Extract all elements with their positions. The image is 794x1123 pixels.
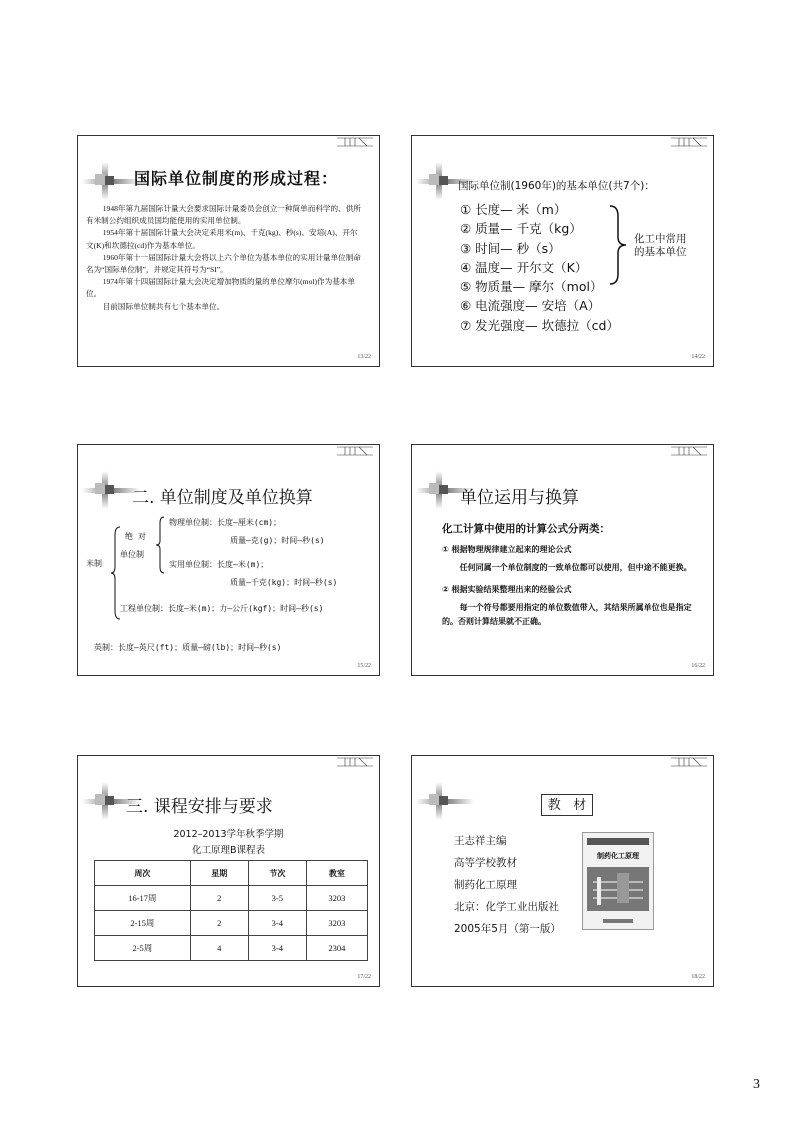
slide-13 xyxy=(77,135,380,367)
paragraph: 目前国际单位制共有七个基本单位。 xyxy=(102,301,225,311)
table-cell: 2 xyxy=(190,886,248,911)
slide-page-number: 17/22 xyxy=(357,974,371,980)
slide-body xyxy=(442,543,702,629)
corner-decoration-icon xyxy=(671,446,707,456)
cross-decoration-icon xyxy=(416,782,474,820)
paragraph: 1960年第十一届国际计量大会将以上六个单位为基本单位的实用计量单位制命名为“国际单位制”，并规定其符号为“SI”。 xyxy=(86,252,361,275)
corner-decoration-icon xyxy=(337,757,373,767)
slide-page-number: 18/22 xyxy=(691,974,705,980)
book-cover-title: 制药化工原理 xyxy=(597,852,639,860)
list-item: 2005年5月（第一版） xyxy=(454,923,561,935)
table-cell: 3-5 xyxy=(248,886,306,911)
list-item: ⑤ 物质量— 摩尔（mol） xyxy=(460,279,603,295)
table-cell: 2 xyxy=(190,911,248,936)
column-header: 星期 xyxy=(190,861,248,886)
cross-decoration-icon xyxy=(82,162,140,200)
corner-decoration-icon xyxy=(671,137,707,147)
table-cell: 4 xyxy=(190,936,248,961)
slide-title: 三. 课程安排与要求 xyxy=(126,797,273,817)
paragraph: 1954年第十届国际计量大会决定采用米(m)、千克(kg)、秒(s)、安培(A)、开尔文(K)和坎德拉(cd)作为基本单位。 xyxy=(86,228,358,250)
brace-label-line: 的基本单位 xyxy=(634,246,687,258)
column-header: 周次 xyxy=(95,861,191,886)
tree-label-absolute: 单位制 xyxy=(120,550,144,559)
corner-decoration-icon xyxy=(671,757,707,767)
slide-18 xyxy=(411,755,714,987)
list-item: ② 质量— 千克（kg） xyxy=(460,221,582,237)
slide-heading: 国际单位制(1960年)的基本单位(共7个)： xyxy=(458,180,655,192)
table-row xyxy=(95,936,368,961)
slide-17 xyxy=(77,755,380,987)
table-row xyxy=(95,911,368,936)
tree-practical: 质量—千克(kg)；时间—秒(s) xyxy=(230,578,338,587)
list-item: ① 长度— 米（m） xyxy=(460,202,567,217)
slide-page-number: 15/22 xyxy=(357,663,371,669)
table-cell: 3-4 xyxy=(248,936,306,961)
table-cell: 3-4 xyxy=(248,911,306,936)
book-cover-graphic-icon xyxy=(587,867,649,911)
list-item: 高等学校教材 xyxy=(454,857,517,869)
tree-engineering: 工程单位制：长度—米(m)；力—公斤(kgf)；时间—秒(s) xyxy=(120,604,324,613)
corner-decoration-icon xyxy=(337,137,373,147)
brace-icon xyxy=(608,204,628,286)
table-cell: 2-15周 xyxy=(95,911,191,936)
slide-body xyxy=(454,830,561,940)
slide-subtitle: 化工计算中使用的计算公式分两类： xyxy=(442,523,610,535)
slide-page-number: 13/22 xyxy=(357,354,371,360)
list-item: 王志祥主编 xyxy=(454,835,507,847)
table-caption: 化工原理B课程表 xyxy=(191,845,266,856)
tree-physical: 质量—克(g)；时间—秒(s) xyxy=(230,536,325,545)
slide-title: 国际单位制度的形成过程： xyxy=(134,169,339,188)
slide-title: 单位运用与换算 xyxy=(460,488,579,508)
list-item: 制药化工原理 xyxy=(454,879,517,891)
column-header: 节次 xyxy=(248,861,306,886)
list-item: ③ 时间— 秒（s） xyxy=(460,240,561,256)
slide-body xyxy=(86,203,364,313)
table-header-row xyxy=(95,861,368,886)
slide-page-number: 14/22 xyxy=(691,354,705,360)
tree-label-absolute: 绝 对 xyxy=(125,532,146,541)
tree-physical: 物理单位制：长度—厘米(cm)； xyxy=(169,518,282,527)
paragraph: 1974年第十四届国际计量大会决定增加物质的量的单位摩尔(mol)作为基本单位。 xyxy=(86,277,355,299)
slide-15 xyxy=(77,444,380,676)
list-item: ① 根据物理规律建立起来的理论公式 xyxy=(442,545,572,554)
paragraph: 任何同属一个单位制度的一致单位都可以使用，但中途不能更换。 xyxy=(459,563,692,572)
tree-practical: 实用单位制：长度—米(m)； xyxy=(169,560,269,569)
book-cover-image xyxy=(582,832,654,930)
brace-label xyxy=(634,233,687,259)
slide-page-number: 16/22 xyxy=(691,663,705,669)
tree-label-metric: 米制 xyxy=(86,559,102,568)
table-cell: 2-5周 xyxy=(95,936,191,961)
list-item: ② 根据实验结果整理出来的经验公式 xyxy=(442,585,572,594)
brace-label-line: 化工中常用 xyxy=(634,233,687,245)
table-caption: 2012–2013学年秋季学期 xyxy=(173,829,284,840)
list-item: ⑥ 电流强度— 安培（A） xyxy=(460,298,601,314)
tree-imperial: 英制：长度—英尺(ft)；质量—磅(lb)；时间—秒(s) xyxy=(94,643,282,652)
schedule-table xyxy=(94,860,368,961)
table-row xyxy=(95,886,368,911)
page-number: 3 xyxy=(753,1077,760,1092)
table-cell: 2304 xyxy=(306,936,367,961)
table-cell: 16-17周 xyxy=(95,886,191,911)
unit-system-tree xyxy=(78,445,379,675)
paragraph: 1948年第九届国际计量大会要求国际计量委员会创立一种简单而科学的、供所有米制公约组织成员国均能使用的实用单位制。 xyxy=(86,204,361,226)
slide-title: 教 材 xyxy=(541,794,593,816)
table-cell: 3203 xyxy=(306,886,367,911)
brace-icon xyxy=(155,515,165,575)
column-header: 教室 xyxy=(306,861,367,886)
slide-16 xyxy=(411,444,714,676)
unit-list xyxy=(460,200,619,335)
slide-title: 二. 单位制度及单位换算 xyxy=(132,488,313,508)
paragraph: 每一个符号都要用指定的单位数值带入，其结果所属单位也是指定的。否则计算结果就不正确。 xyxy=(442,603,692,626)
table-cell: 3203 xyxy=(306,911,367,936)
list-item: ⑦ 发光强度— 坎德拉（cd） xyxy=(460,317,619,333)
list-item: ④ 温度— 开尔文（K） xyxy=(460,259,588,275)
list-item: 北京：化学工业出版社 xyxy=(454,901,559,913)
slide-14 xyxy=(411,135,714,367)
